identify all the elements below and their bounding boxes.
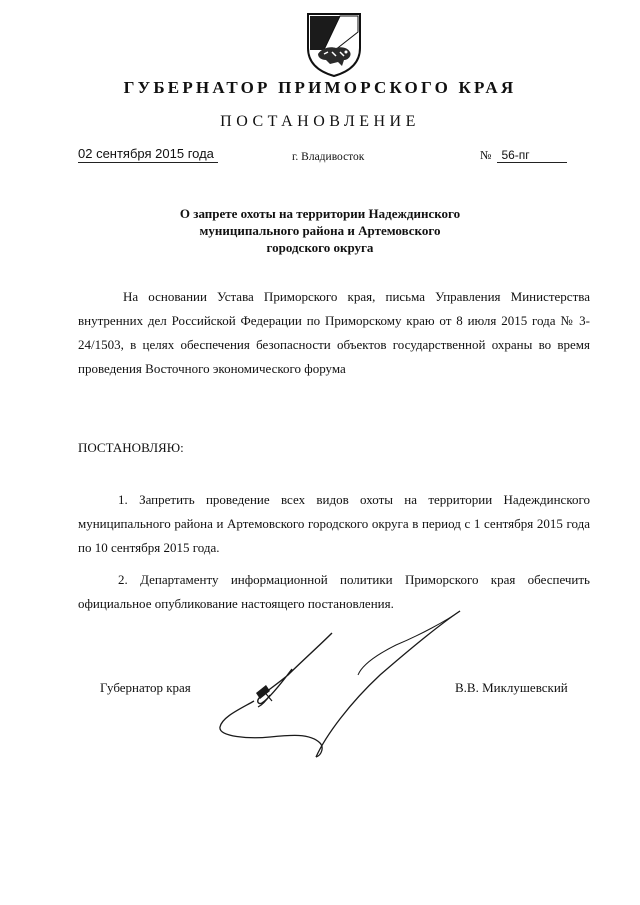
decree-item: 2. Департаменту информационной политики Приморского края обеспечить официальное опубликование настоящего постановления. xyxy=(78,572,590,611)
document-number xyxy=(480,148,567,163)
title-line: О запрете охоты на территории Надеждинского xyxy=(179,206,461,221)
number-sign: № xyxy=(480,148,492,162)
issuing-authority: ГУБЕРНАТОР ПРИМОРСКОГО КРАЯ xyxy=(123,78,517,97)
document-title xyxy=(0,205,640,256)
coat-of-arms-emblem xyxy=(304,10,364,78)
document-type: ПОСТАНОВЛЕНИЕ xyxy=(220,113,420,130)
title-line: муниципального района и Артемовского xyxy=(199,223,441,238)
signer-position: Губернатор края xyxy=(100,680,191,695)
decree-heading: ПОСТАНОВЛЯЮ: xyxy=(78,440,184,455)
preamble-paragraph: На основании Устава Приморского края, письма Управления Министерства внутренних дел Российской Федерации по Приморскому краю от 8 июля 2015 года № 3-24/1503, в целях обеспечения безопасности объектов государственной охраны во время проведения Восточного экономического форума xyxy=(78,289,590,376)
handwritten-signature xyxy=(210,605,480,775)
decree-item: 1. Запретить проведение всех видов охоты на территории Надеждинского муниципального района и Артемовского городского округа в период с 1 сентября 2015 года по 10 сентября 2015 года. xyxy=(78,492,590,555)
document-date: 02 сентября 2015 года xyxy=(78,146,218,163)
signer-name: В.В. Миклушевский xyxy=(455,680,568,695)
title-line: городского округа xyxy=(266,240,374,255)
number-value: 56-пг xyxy=(497,148,567,163)
document-city: г. Владивосток xyxy=(292,151,365,163)
